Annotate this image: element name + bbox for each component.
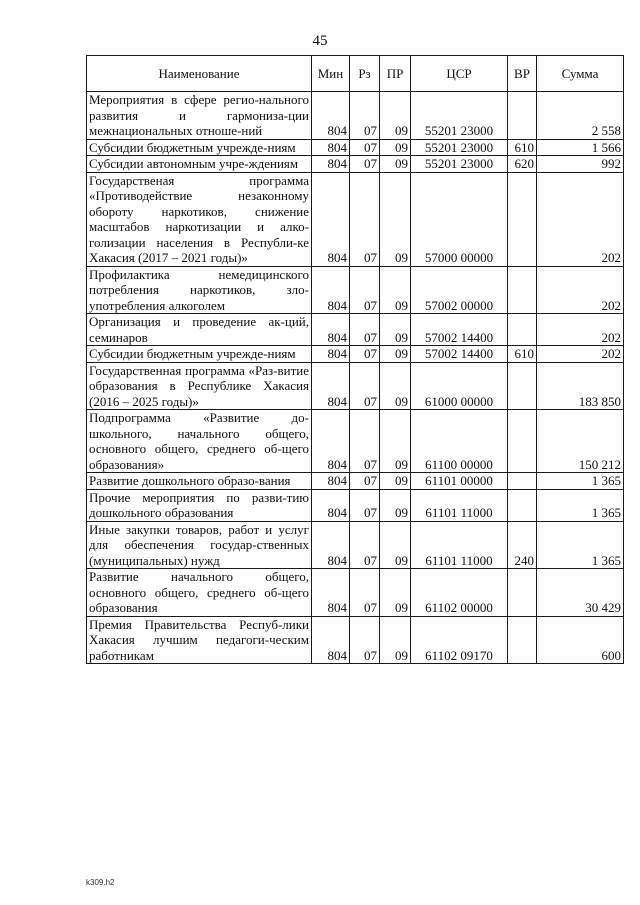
header-vr: ВР: [508, 56, 537, 92]
header-sum: Сумма: [537, 56, 624, 92]
cell-csr: 57002 14400: [411, 314, 508, 346]
cell-pr: 09: [380, 489, 411, 521]
cell-name: Подпрограмма «Развитие до-школьного, начального общего, основного общего, среднего об-щего образования»: [87, 410, 312, 473]
header-row: [87, 56, 624, 92]
cell-pr: 09: [380, 156, 411, 173]
header-rz: Рз: [350, 56, 380, 92]
table-row: [87, 473, 624, 490]
cell-pr: 09: [380, 521, 411, 569]
cell-sum: 202: [537, 314, 624, 346]
cell-name: Субсидии бюджетным учрежде-ниям: [87, 346, 312, 363]
cell-csr: 61000 00000: [411, 362, 508, 410]
cell-name: Государственная программа «Раз-витие образования в Республике Хакасия (2016 – 2025 годы)»: [87, 362, 312, 410]
table-row: [87, 92, 624, 140]
cell-vr: [508, 489, 537, 521]
cell-vr: 610: [508, 346, 537, 363]
cell-pr: 09: [380, 172, 411, 266]
cell-rz: 07: [350, 473, 380, 490]
table-row: [87, 569, 624, 617]
cell-min: 804: [312, 139, 350, 156]
cell-rz: 07: [350, 346, 380, 363]
cell-name: Премия Правительства Респуб-лики Хакасия лучшим педагоги-ческим работникам: [87, 616, 312, 664]
cell-csr: 57002 14400: [411, 346, 508, 363]
table-body: [87, 92, 624, 664]
cell-min: 804: [312, 92, 350, 140]
cell-rz: 07: [350, 139, 380, 156]
cell-rz: 07: [350, 410, 380, 473]
cell-csr: 61101 11000: [411, 489, 508, 521]
cell-rz: 07: [350, 314, 380, 346]
cell-name: Профилактика немедицинского потребления наркотиков, зло-употребления алкоголем: [87, 266, 312, 314]
cell-min: 804: [312, 172, 350, 266]
header-name: Наименование: [87, 56, 312, 92]
cell-csr: 61101 11000: [411, 521, 508, 569]
footer-code: k309.h2: [86, 878, 115, 887]
cell-min: 804: [312, 362, 350, 410]
table-row: [87, 139, 624, 156]
header-pr: ПР: [380, 56, 411, 92]
cell-vr: [508, 410, 537, 473]
cell-vr: [508, 266, 537, 314]
cell-sum: 1 365: [537, 521, 624, 569]
cell-min: 804: [312, 569, 350, 617]
cell-name: Иные закупки товаров, работ и услуг для обеспечения государ-ственных (муниципальных) нужд: [87, 521, 312, 569]
cell-rz: 07: [350, 521, 380, 569]
cell-csr: 55201 23000: [411, 139, 508, 156]
table-row: [87, 346, 624, 363]
cell-min: 804: [312, 521, 350, 569]
cell-rz: 07: [350, 156, 380, 173]
cell-min: 804: [312, 314, 350, 346]
cell-sum: 1 566: [537, 139, 624, 156]
cell-pr: 09: [380, 473, 411, 490]
table-row: [87, 156, 624, 173]
cell-min: 804: [312, 410, 350, 473]
cell-pr: 09: [380, 616, 411, 664]
cell-vr: [508, 314, 537, 346]
cell-pr: 09: [380, 569, 411, 617]
cell-pr: 09: [380, 92, 411, 140]
cell-sum: 202: [537, 266, 624, 314]
cell-rz: 07: [350, 616, 380, 664]
cell-vr: [508, 616, 537, 664]
cell-vr: 610: [508, 139, 537, 156]
cell-pr: 09: [380, 139, 411, 156]
cell-vr: [508, 172, 537, 266]
cell-name: Государственая программа «Противодействие незаконному обороту наркотиков, снижение масштабов наркотизации и алко-голизации населения в Республи-ке Хакасия (2017 – 2021 годы)»: [87, 172, 312, 266]
cell-sum: 2 558: [537, 92, 624, 140]
table-row: [87, 521, 624, 569]
cell-rz: 07: [350, 569, 380, 617]
cell-min: 804: [312, 489, 350, 521]
page-number: 45: [312, 33, 328, 49]
cell-name: Субсидии автономным учре-ждениям: [87, 156, 312, 173]
cell-pr: 09: [380, 346, 411, 363]
cell-min: 804: [312, 266, 350, 314]
cell-vr: [508, 362, 537, 410]
cell-csr: 55201 23000: [411, 156, 508, 173]
cell-name: Прочие мероприятия по разви-тию дошкольного образования: [87, 489, 312, 521]
cell-vr: [508, 92, 537, 140]
table-row: [87, 172, 624, 266]
table-header: [87, 56, 624, 92]
cell-sum: 1 365: [537, 489, 624, 521]
cell-sum: 202: [537, 172, 624, 266]
table-row: [87, 410, 624, 473]
header-csr: ЦСР: [411, 56, 508, 92]
cell-sum: 150 212: [537, 410, 624, 473]
cell-name: Мероприятия в сфере регио-нального развития и гармониза-ции межнациональных отноше-ний: [87, 92, 312, 140]
cell-pr: 09: [380, 410, 411, 473]
cell-name: Организация и проведение ак-ций, семинаров: [87, 314, 312, 346]
header-min: Мин: [312, 56, 350, 92]
cell-csr: 55201 23000: [411, 92, 508, 140]
cell-rz: 07: [350, 92, 380, 140]
table-row: [87, 489, 624, 521]
cell-vr: 620: [508, 156, 537, 173]
budget-table: [86, 55, 624, 664]
cell-pr: 09: [380, 314, 411, 346]
table-row: [87, 314, 624, 346]
cell-sum: 202: [537, 346, 624, 363]
cell-sum: 183 850: [537, 362, 624, 410]
cell-vr: 240: [508, 521, 537, 569]
cell-csr: 57002 00000: [411, 266, 508, 314]
table-row: [87, 362, 624, 410]
cell-rz: 07: [350, 172, 380, 266]
cell-min: 804: [312, 473, 350, 490]
cell-vr: [508, 473, 537, 490]
cell-sum: 30 429: [537, 569, 624, 617]
cell-min: 804: [312, 346, 350, 363]
cell-rz: 07: [350, 362, 380, 410]
cell-csr: 61101 00000: [411, 473, 508, 490]
cell-vr: [508, 569, 537, 617]
cell-sum: 992: [537, 156, 624, 173]
cell-csr: 57000 00000: [411, 172, 508, 266]
cell-pr: 09: [380, 266, 411, 314]
cell-sum: 1 365: [537, 473, 624, 490]
cell-csr: 61102 09170: [411, 616, 508, 664]
table-row: [87, 266, 624, 314]
cell-rz: 07: [350, 266, 380, 314]
cell-name: Развитие начального общего, основного общего, среднего об-щего образования: [87, 569, 312, 617]
cell-min: 804: [312, 616, 350, 664]
cell-sum: 600: [537, 616, 624, 664]
cell-name: Развитие дошкольного образо-вания: [87, 473, 312, 490]
table-row: [87, 616, 624, 664]
cell-csr: 61100 00000: [411, 410, 508, 473]
cell-name: Субсидии бюджетным учрежде-ниям: [87, 139, 312, 156]
cell-min: 804: [312, 156, 350, 173]
cell-rz: 07: [350, 489, 380, 521]
cell-csr: 61102 00000: [411, 569, 508, 617]
cell-pr: 09: [380, 362, 411, 410]
